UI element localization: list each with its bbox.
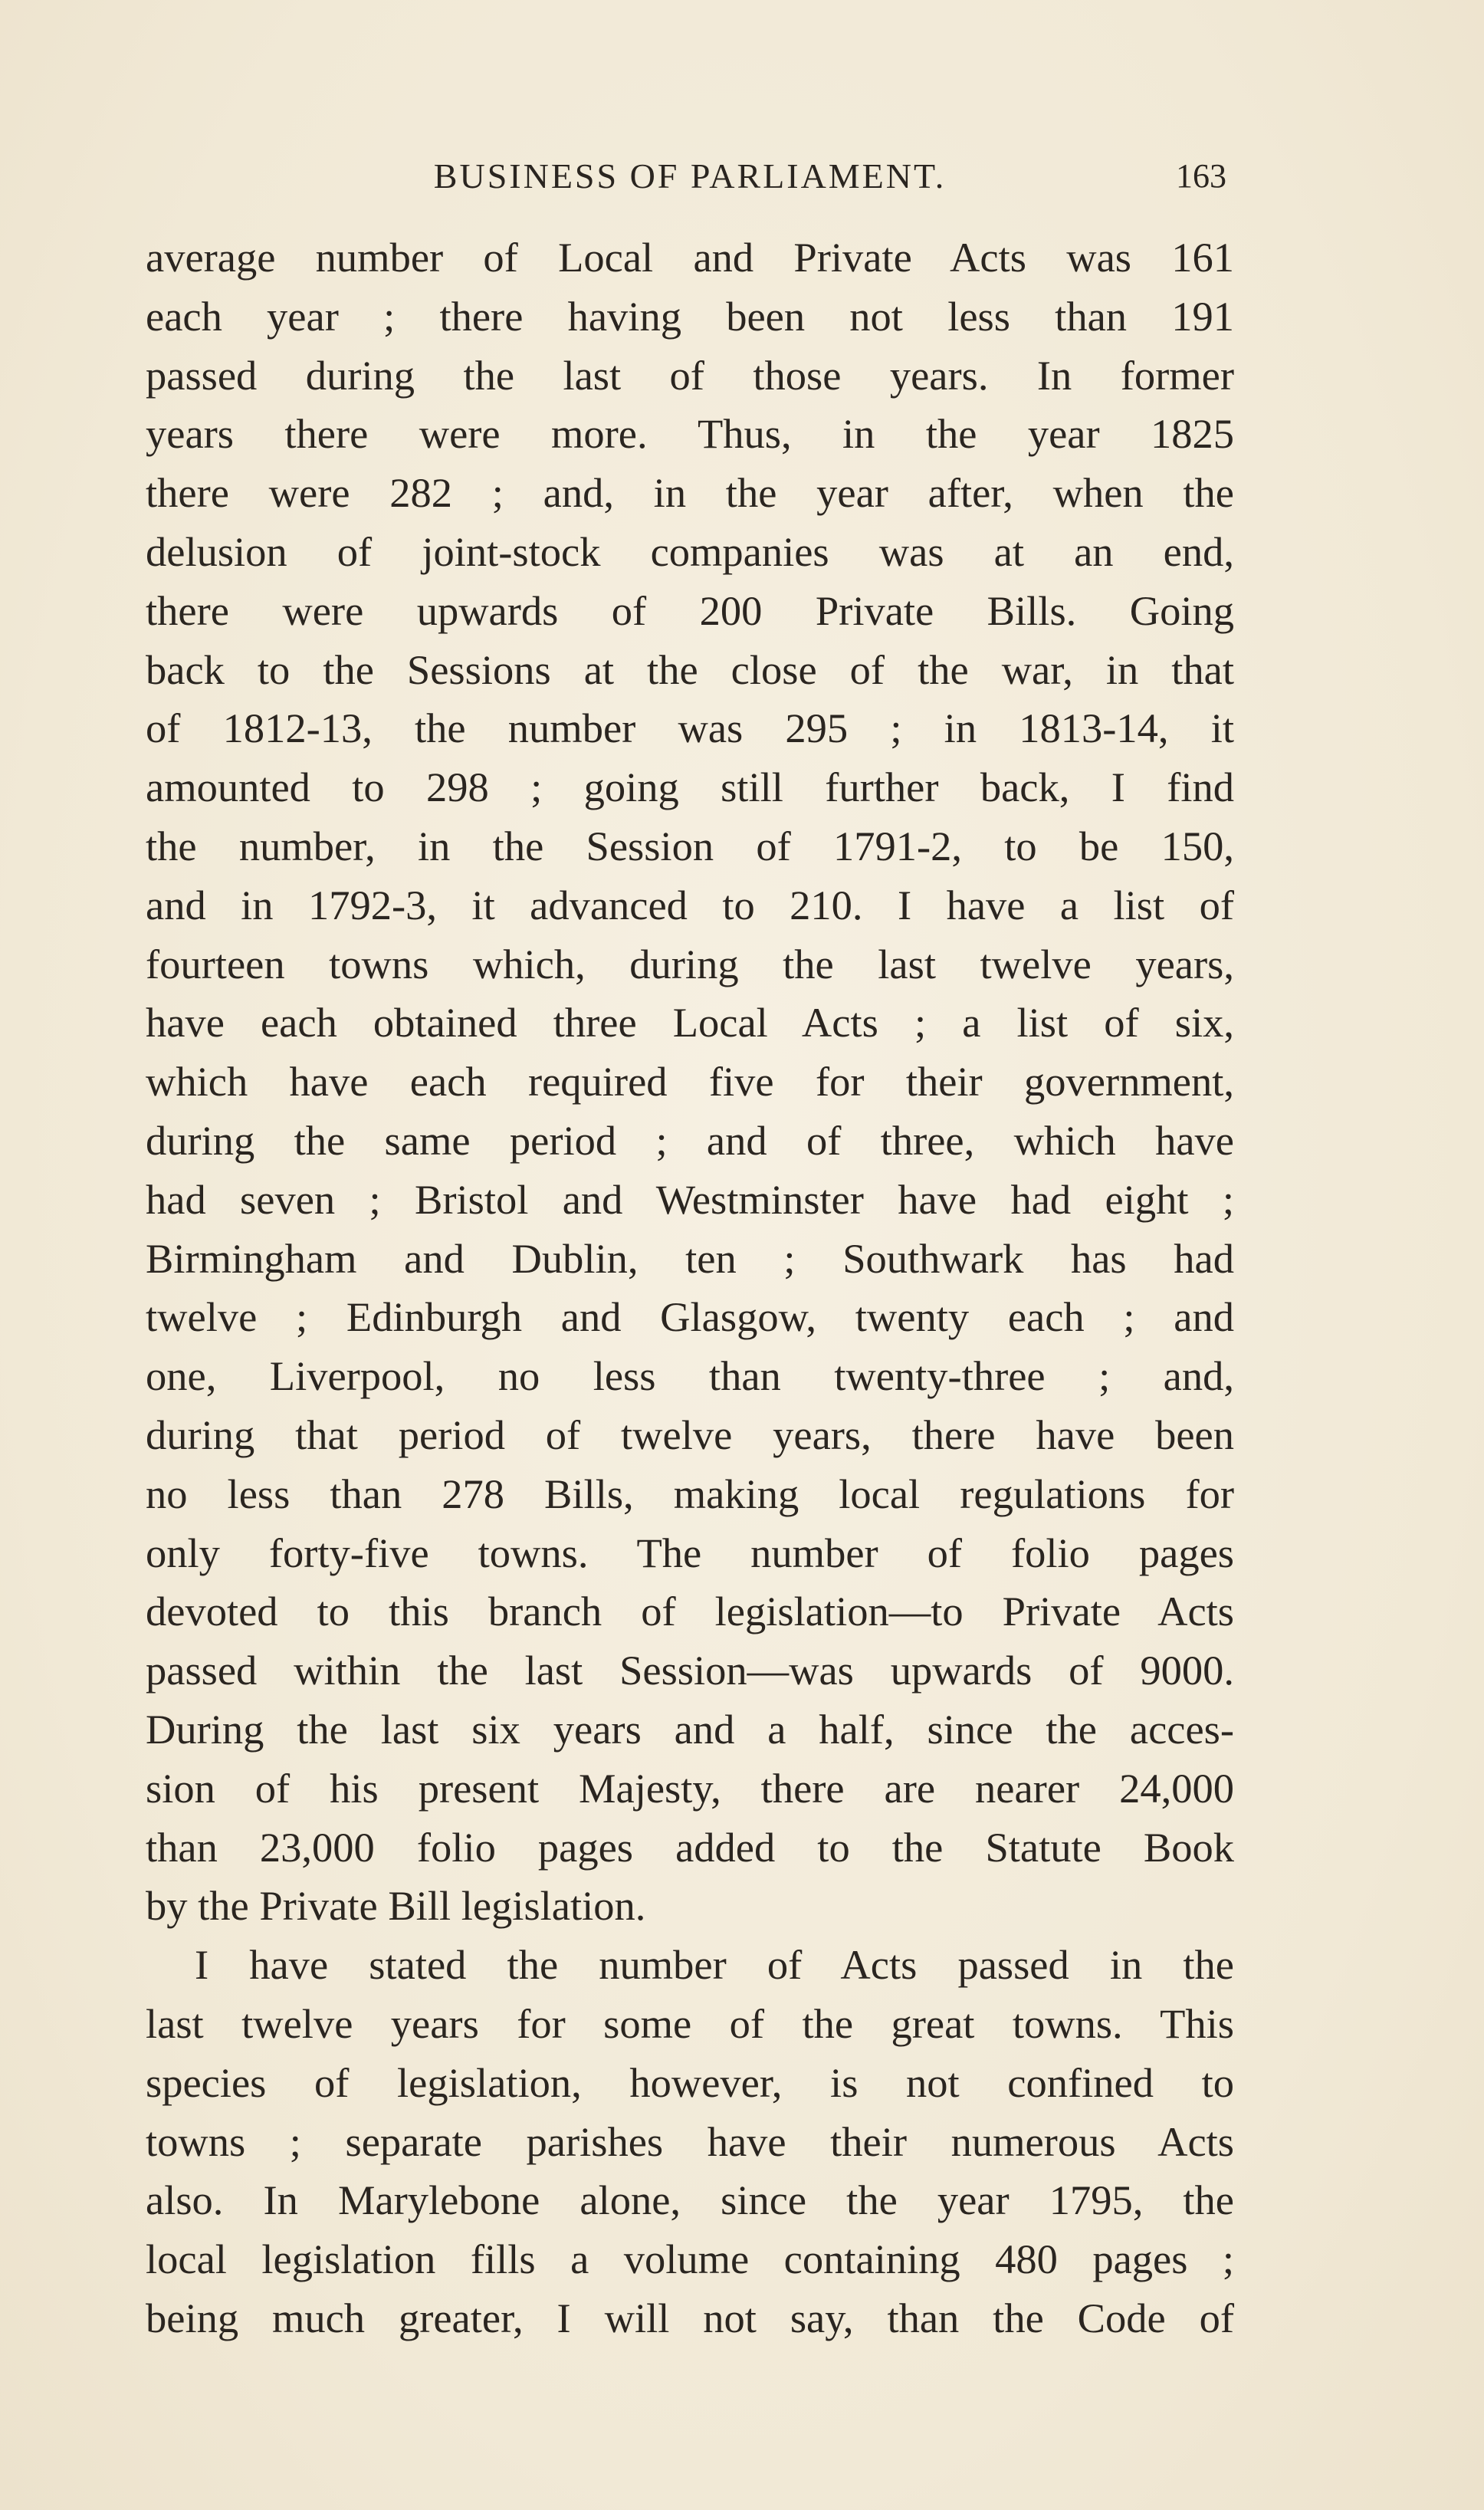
- paragraph-start-line: I have stated the number of Acts passed in the: [195, 1941, 1234, 1989]
- text-line: which have each required five for their government,: [146, 1058, 1234, 1106]
- text-line: Birmingham and Dublin, ten ; Southwark has had: [146, 1234, 1234, 1282]
- text-line: back to the Sessions at the close of the war, in that: [146, 646, 1234, 693]
- text-line: each year ; there having been not less than 191: [146, 292, 1234, 340]
- page-number: 163: [1176, 157, 1226, 195]
- text-line: have each obtained three Local Acts ; a list of six,: [146, 999, 1234, 1046]
- text-line: average number of Local and Private Acts was 161: [146, 234, 1234, 281]
- paragraph-end-line: by the Private Bill legislation.: [146, 1882, 646, 1930]
- text-line: also. In Marylebone alone, since the year 1795, the: [146, 2177, 1234, 2224]
- text-line: only forty-five towns. The number of folio pages: [146, 1529, 1234, 1576]
- text-line: there were 282 ; and, in the year after, when the: [146, 469, 1234, 517]
- text-line: delusion of joint-stock companies was at an end,: [146, 527, 1234, 575]
- text-line: amounted to 298 ; going still further back, I find: [146, 764, 1234, 811]
- text-line: of 1812-13, the number was 295 ; in 1813-14, it: [146, 705, 1234, 752]
- running-head: [146, 153, 1234, 199]
- text-line: species of legislation, however, is not confined to: [146, 2058, 1234, 2106]
- text-line: being much greater, I will not say, than the Code of: [146, 2294, 1234, 2341]
- text-line: towns ; separate parishes have their numerous Acts: [146, 2117, 1234, 2165]
- text-line: local legislation fills a volume containing 480 pages ;: [146, 2236, 1234, 2283]
- text-line: than 23,000 folio pages added to the Statute Book: [146, 1823, 1234, 1871]
- text-line: passed within the last Session—was upwards of 9000.: [146, 1647, 1234, 1694]
- text-line: no less than 278 Bills, making local regulations for: [146, 1470, 1234, 1517]
- text-line: devoted to this branch of legislation—to Private Acts: [146, 1588, 1234, 1635]
- text-line: sion of his present Majesty, there are nearer 24,000: [146, 1764, 1234, 1812]
- running-title: BUSINESS OF PARLIAMENT.: [433, 156, 947, 195]
- text-line: years there were more. Thus, in the year 1825: [146, 410, 1234, 458]
- body-text: [146, 228, 1234, 2348]
- text-line: during the same period ; and of three, which have: [146, 1116, 1234, 1164]
- text-line: passed during the last of those years. In former: [146, 351, 1234, 399]
- text-line: had seven ; Bristol and Westminster have had eight ;: [146, 1175, 1234, 1223]
- text-line: there were upwards of 200 Private Bills. Going: [146, 586, 1234, 634]
- text-line: and in 1792-3, it advanced to 210. I have a list of: [146, 881, 1234, 928]
- text-line: one, Liverpool, no less than twenty-three ; and,: [146, 1352, 1234, 1400]
- text-line: During the last six years and a half, since the acces-: [146, 1705, 1234, 1753]
- text-line: the number, in the Session of 1791-2, to be 150,: [146, 822, 1234, 869]
- text-line: during that period of twelve years, there have been: [146, 1411, 1234, 1458]
- text-line: twelve ; Edinburgh and Glasgow, twenty each ; and: [146, 1293, 1234, 1341]
- text-line: last twelve years for some of the great towns. This: [146, 1999, 1234, 2047]
- text-line: fourteen towns which, during the last twelve years,: [146, 940, 1234, 987]
